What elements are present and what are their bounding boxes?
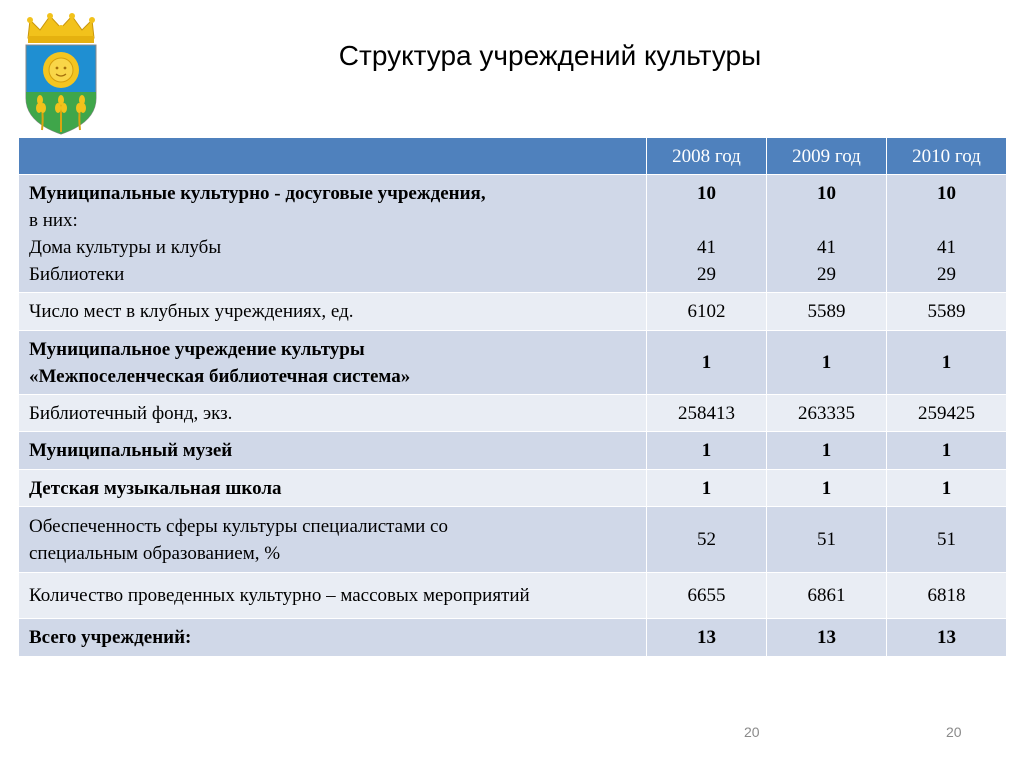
cell-2008: 1	[647, 470, 767, 507]
cell-2009: 5589	[767, 293, 887, 331]
row-label	[19, 175, 647, 293]
row-label-sub: в них:	[29, 210, 78, 231]
cell-2008: 52	[647, 507, 767, 573]
row-label: Число мест в клубных учреждениях, ед.	[19, 293, 647, 331]
header-empty-cell	[19, 138, 647, 175]
cell-2010: 5589	[887, 293, 1007, 331]
row-label-sub: Дома культуры и клубы	[29, 237, 222, 258]
table-row	[19, 432, 1007, 470]
cell-2008: 1	[647, 331, 767, 395]
cell-2009: 1	[767, 331, 887, 395]
cell-2008	[647, 175, 767, 293]
table-row	[19, 293, 1007, 331]
value-total: 10	[697, 183, 716, 204]
header-year-2008: 2008 год	[647, 138, 767, 175]
value-libraries: 29	[697, 264, 716, 285]
value-clubs: 41	[697, 237, 716, 258]
cell-2010	[887, 175, 1007, 293]
table-row	[19, 619, 1007, 657]
table-row	[19, 175, 1007, 293]
cell-2008: 258413	[647, 395, 767, 432]
row-label: Детская музыкальная школа	[19, 470, 647, 507]
row-label: Количество проведенных культурно – массовых мероприятий	[19, 573, 647, 619]
row-label-line: Муниципальное учреждение культуры	[29, 338, 365, 360]
row-label	[19, 507, 647, 573]
cell-2008: 1	[647, 432, 767, 470]
cell-2009: 6861	[767, 573, 887, 619]
table-header-row	[19, 138, 1007, 175]
cell-2009: 1	[767, 432, 887, 470]
value-total: 10	[937, 183, 956, 204]
cell-2008: 13	[647, 619, 767, 657]
cell-2008: 6102	[647, 293, 767, 331]
cell-2009: 1	[767, 470, 887, 507]
cell-2010: 13	[887, 619, 1007, 657]
table-row	[19, 470, 1007, 507]
cell-2010: 1	[887, 432, 1007, 470]
cell-2010: 51	[887, 507, 1007, 573]
page-number: 20	[946, 724, 962, 740]
row-label: Всего учреждений:	[19, 619, 647, 657]
row-label: Муниципальный музей	[19, 432, 647, 470]
cell-2009: 263335	[767, 395, 887, 432]
table-row	[19, 507, 1007, 573]
cell-2009	[767, 175, 887, 293]
cell-2010: 1	[887, 470, 1007, 507]
row-label	[19, 331, 647, 395]
value-libraries: 29	[937, 264, 956, 285]
coat-of-arms-emblem	[20, 12, 102, 138]
cell-2010: 259425	[887, 395, 1007, 432]
table-row	[19, 331, 1007, 395]
table-row	[19, 395, 1007, 432]
value-total: 10	[817, 183, 836, 204]
culture-institutions-table	[18, 137, 1007, 657]
row-label-line: «Межпоселенческая библиотечная система»	[29, 365, 411, 387]
header-year-2009: 2009 год	[767, 138, 887, 175]
cell-2010: 1	[887, 331, 1007, 395]
cell-2009: 13	[767, 619, 887, 657]
cell-2008: 6655	[647, 573, 767, 619]
page-number: 20	[744, 724, 760, 740]
value-clubs: 41	[817, 237, 836, 258]
table-row	[19, 573, 1007, 619]
row-label-main: Муниципальные культурно - досуговые учреждения,	[29, 183, 486, 204]
cell-2009: 51	[767, 507, 887, 573]
row-label-line: специальным образованием, %	[29, 542, 281, 564]
row-label-line: Обеспеченность сферы культуры специалистами со	[29, 515, 448, 537]
sun-icon	[43, 52, 79, 88]
value-libraries: 29	[817, 264, 836, 285]
value-clubs: 41	[937, 237, 956, 258]
row-label-sub: Библиотеки	[29, 264, 125, 285]
crown-icon	[27, 13, 95, 43]
cell-2010: 6818	[887, 573, 1007, 619]
header-year-2010: 2010 год	[887, 138, 1007, 175]
row-label: Библиотечный фонд, экз.	[19, 395, 647, 432]
slide-title: Структура учреждений культуры	[338, 40, 762, 71]
